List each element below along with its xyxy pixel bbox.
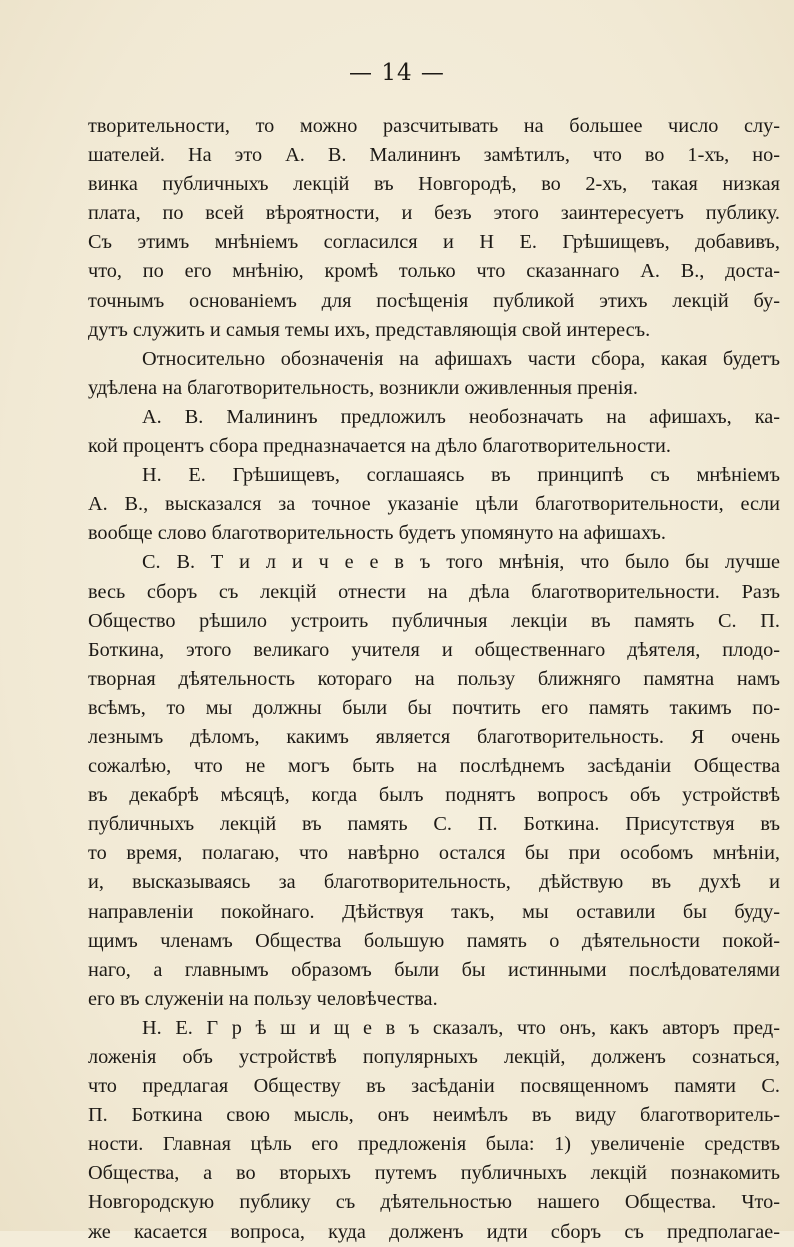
text-line: удѣлена на благотворительность, возникли оживленныя пренія. <box>88 376 638 399</box>
text-line: и, высказываясь за благотворительность, дѣйствую въ духѣ и <box>88 871 780 894</box>
text-line: Общества, а во вторыхъ путемъ публичныхъ лекцій познакомить <box>88 1162 780 1185</box>
text-line: винка публичныхъ лекцій въ Новгородѣ, во 2-хъ, такая низкая <box>88 173 780 196</box>
text-line: плата, по всей вѣроятности, и безъ этого заинтересуетъ публику. <box>88 202 780 225</box>
text-line: что, по его мнѣнію, кромѣ только что сказаннаго А. В., доста- <box>88 260 780 283</box>
text-line: въ декабрѣ мѣсяцѣ, когда былъ поднятъ вопросъ объ устройствѣ <box>88 784 780 807</box>
text-line: всѣмъ, то мы должны были бы почтить его память такимъ по- <box>88 696 780 719</box>
text-line: то время, полагаю, что навѣрно остался бы при особомъ мнѣніи, <box>88 842 780 865</box>
text-line: дутъ служить и самыя темы ихъ, представляющія свой интересъ. <box>88 318 651 341</box>
text-line: творительности, то можно разсчитывать на большее число слу- <box>88 115 780 137</box>
text-line: сожалѣю, что не могъ быть на послѣднемъ засѣданіи Общества <box>88 755 780 778</box>
text-line: С. В. Т и л и ч е е в ъ того мнѣнія, что было бы лучше <box>142 551 780 574</box>
body-text <box>88 112 780 1247</box>
text-line: Новгородскую публику съ дѣятельностью нашего Общества. Что- <box>88 1191 780 1214</box>
text-line: ности. Главная цѣль его предложенія была: 1) увеличеніе средствъ <box>88 1133 780 1156</box>
text-line: щимъ членамъ Общества большую память о дѣятельности покой- <box>88 929 780 952</box>
text-line: Н. Е. Г р ѣ ш и щ е в ъ сказалъ, что онъ, какъ авторъ пред- <box>142 1016 780 1039</box>
text-line: А. В., высказался за точное указаніе цѣли благотворительности, если <box>88 493 780 516</box>
text-line: же касается вопроса, куда долженъ идти сборъ съ предполагае- <box>88 1220 780 1243</box>
text-line: направленіи покойнаго. Дѣйствуя такъ, мы оставили бы буду- <box>88 900 780 923</box>
text-line: А. В. Малининъ предложилъ необозначать на афишахъ, ка- <box>142 405 780 428</box>
text-line: вообще слово благотворительность будетъ упомянуто на афишахъ. <box>88 522 666 545</box>
page-number: — 14 — <box>349 60 445 86</box>
text-line: публичныхъ лекцій въ память С. П. Боткина. Присутствуя въ <box>88 813 780 836</box>
text-line: шателей. На это А. В. Малининъ замѣтилъ, что во 1-хъ, но- <box>88 144 780 167</box>
text-line: весь сборъ съ лекцій отнести на дѣла благотворительности. Разъ <box>88 580 780 603</box>
text-line: Общество рѣшило устроить публичныя лекціи въ память С. П. <box>88 609 780 632</box>
text-line: П. Боткина свою мысль, онъ неимѣлъ въ виду благотворитель- <box>88 1104 780 1127</box>
text-line: ложенія объ устройствѣ популярныхъ лекцій, долженъ сознаться, <box>88 1046 780 1068</box>
text-line: Съ этимъ мнѣніемъ согласился и Н Е. Грѣшищевъ, добавивъ, <box>88 231 780 254</box>
text-line: точнымъ основаніемъ для посѣщенія публикой этихъ лекцій бу- <box>88 289 780 312</box>
text-line: его въ служеніи на пользу человѣчества. <box>88 987 438 1010</box>
text-line: кой процентъ сбора предназначается на дѣло благотворительности. <box>88 435 671 458</box>
text-line: Боткина, этого великаго учителя и общественнаго дѣятеля, плодо- <box>88 638 780 661</box>
text-line: Относительно обозначенія на афишахъ части сбора, какая будетъ <box>142 347 780 370</box>
text-line: лезнымъ дѣломъ, какимъ является благотворительность. Я очень <box>88 725 780 748</box>
text-line: наго, а главнымъ образомъ были бы истинными послѣдователями <box>88 958 780 981</box>
text-line: Н. Е. Грѣшищевъ, соглашаясь въ принципѣ съ мнѣніемъ <box>142 464 780 487</box>
text-line: творная дѣятельность котораго на пользу ближняго памятна намъ <box>88 667 780 690</box>
text-line: что предлагая Обществу въ засѣданіи посвященномъ памяти С. <box>88 1075 780 1098</box>
